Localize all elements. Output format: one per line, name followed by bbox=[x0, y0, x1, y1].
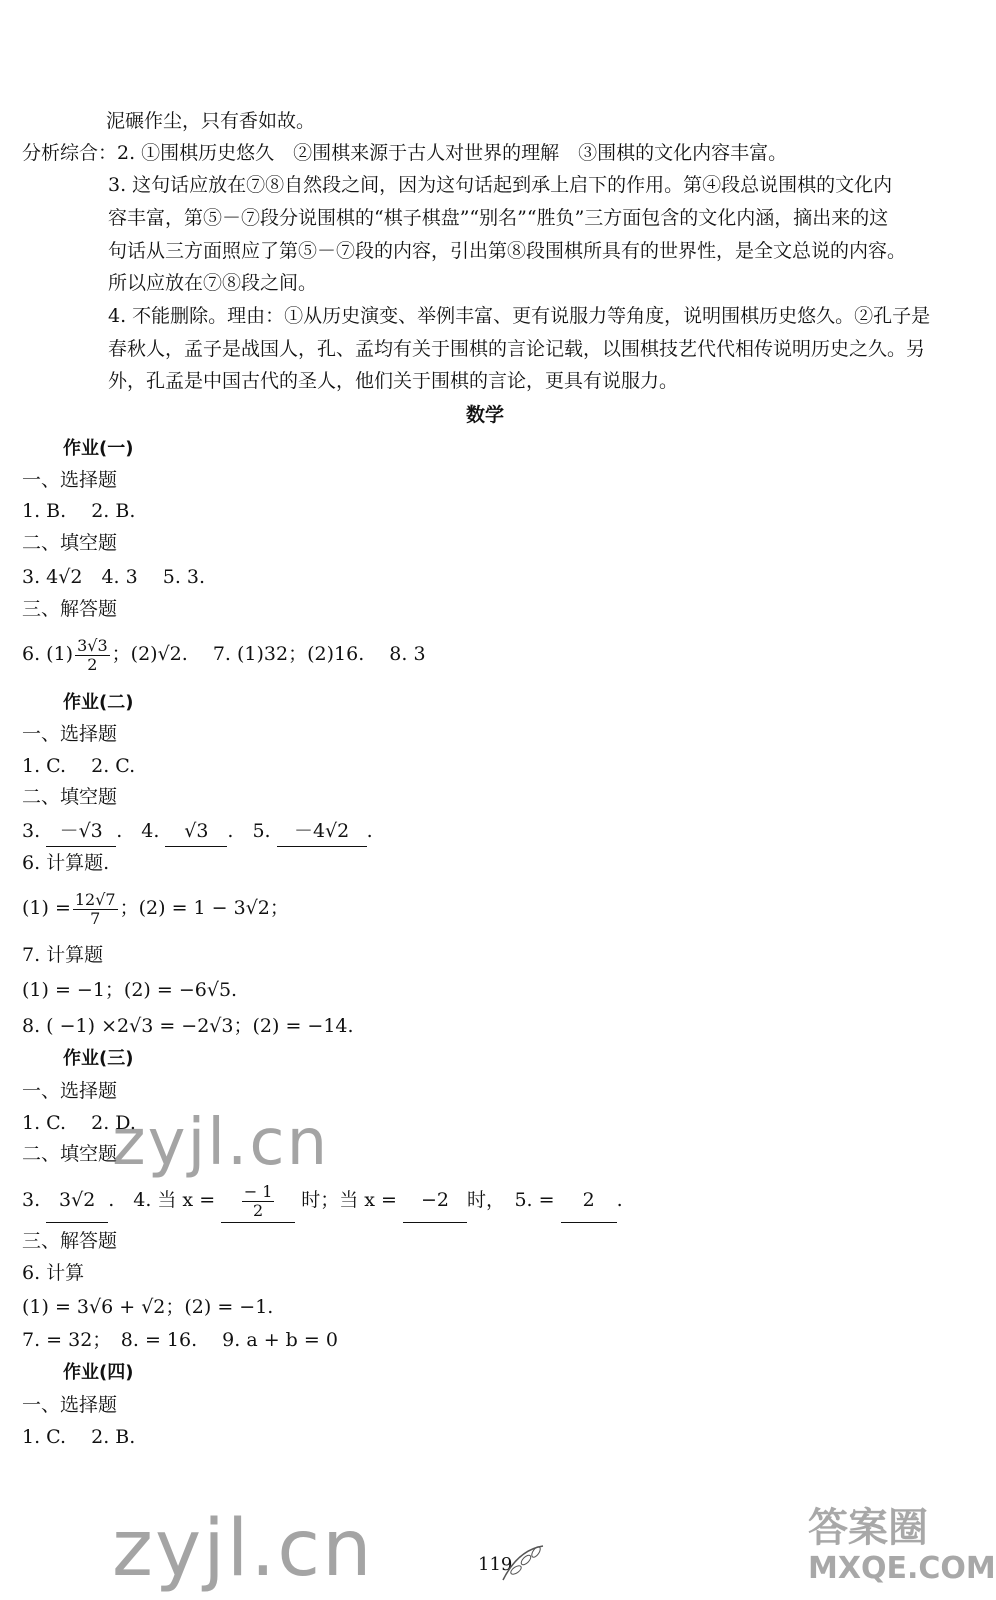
hw1-title: 作业(一) bbox=[63, 438, 134, 459]
hw1-fill-a3: 3. 4 bbox=[22, 566, 59, 588]
hw2-title: 作业(二) bbox=[63, 692, 134, 713]
hw2-section-calc2: 7. 计算题 bbox=[22, 944, 104, 966]
hw3-calc-label: 6. 计算 bbox=[22, 1262, 85, 1284]
hw4-choice-answers: 1. C. 2. B. bbox=[22, 1426, 136, 1448]
fraction-denominator: 2 bbox=[87, 654, 98, 674]
page-decoration-icon bbox=[498, 1540, 548, 1588]
hw2-fill-blank-4: √3 bbox=[165, 816, 227, 847]
hw1-section-choice: 一、选择题 bbox=[22, 469, 118, 491]
hw3-fill-blank-4 bbox=[221, 1178, 295, 1223]
hw2-calc-fraction bbox=[73, 891, 118, 928]
math-section-title: 数学 bbox=[466, 404, 505, 426]
hw4-section-choice: 一、选择题 bbox=[22, 1394, 118, 1416]
hw2-fill-q3: 3. bbox=[22, 820, 41, 842]
hw1-solve-rest: ；(2)√2. 7. (1)32；(2)16. 8. 3 bbox=[111, 643, 426, 665]
hw3-fill-fraction bbox=[242, 1183, 275, 1220]
hw3-fill-blank-5: 2 bbox=[561, 1178, 617, 1223]
hw3-fill-q4: . 4. 当 x = bbox=[108, 1189, 216, 1211]
hw2-fill-q4: . 4. bbox=[116, 820, 160, 842]
hw1-solve-fraction bbox=[75, 637, 110, 674]
hw1-choice-answers: 1. B. 2. B. bbox=[22, 500, 136, 522]
hw3-fill-blank-3: 3√2 bbox=[46, 1178, 108, 1223]
hw2-section-choice: 一、选择题 bbox=[22, 723, 118, 745]
hw3-title: 作业(三) bbox=[63, 1048, 134, 1069]
fraction-numerator: 12√7 bbox=[74, 889, 116, 909]
answer-q4-line1: 4. 不能删除。理由：①从历史演变、举例丰富、更有说服力等角度，说明围棋历史悠久。②孔子是 bbox=[108, 305, 931, 327]
hw2-fill-end: . bbox=[366, 820, 373, 842]
hw3-calc-answers: (1) = 3√6 + √2；(2) = −1. bbox=[22, 1296, 274, 1318]
answer-q3-line3: 句话从三方面照应了第⑤－⑦段的内容，引出第⑧段围棋所具有的世界性，是全文总说的内容。 bbox=[108, 240, 907, 262]
hw3-more-answers: 7. = 32； 8. = 16. 9. a + b = 0 bbox=[22, 1329, 338, 1351]
hw1-section-fill: 二、填空题 bbox=[22, 532, 118, 554]
answer-q2: 2. ①围棋历史悠久 ②围棋来源于古人对世界的理解 ③围棋的文化内容丰富。 bbox=[117, 142, 788, 164]
hw1-solve-q6: 6. (1) bbox=[22, 643, 74, 665]
fraction-numerator: 3√3 bbox=[77, 635, 108, 655]
answer-q3-line1: 3. 这句话应放在⑦⑧自然段之间，因为这句话起到承上启下的作用。第④段总说围棋的文化内 bbox=[108, 174, 893, 196]
hw1-solve-answers bbox=[22, 632, 426, 676]
hw2-fill-blank-5: －4√2 bbox=[277, 816, 367, 847]
page-number: 119 bbox=[478, 1554, 513, 1575]
hw3-fill-q4b: 时；当 x = bbox=[301, 1189, 397, 1211]
hw3-fill-end: . bbox=[616, 1189, 623, 1211]
hw2-calc2-answers: (1) = −1；(2) = −6√5. bbox=[22, 979, 238, 1001]
hw2-fill-blank-3: －√3 bbox=[46, 816, 116, 847]
hw3-fill-q3: 3. bbox=[22, 1189, 41, 1211]
watermark-bottom: zyjl.cn bbox=[112, 1504, 374, 1594]
hw1-fill-answers bbox=[22, 562, 205, 592]
watermark-mid: zyjl.cn bbox=[112, 1106, 330, 1180]
answer-q4-line3: 外，孔孟是中国古代的圣人，他们关于围棋的言论，更具有说服力。 bbox=[108, 370, 679, 392]
hw3-fill-answers bbox=[22, 1178, 623, 1223]
hw2-fill-answers bbox=[22, 816, 373, 847]
hw2-section-calc: 6. 计算题. bbox=[22, 852, 110, 874]
answer-q3-line4: 所以应放在⑦⑧段之间。 bbox=[108, 272, 318, 294]
hw3-section-solve: 三、解答题 bbox=[22, 1230, 118, 1252]
fraction-numerator: − 1 bbox=[243, 1181, 273, 1201]
hw2-section-fill: 二、填空题 bbox=[22, 786, 118, 808]
hw3-section-fill: 二、填空题 bbox=[22, 1143, 118, 1165]
answer-q4-line2: 春秋人，孟子是战国人，孔、孟均有关于围棋的言论记载，以围棋技艺代代相传说明历史之久。另 bbox=[108, 338, 926, 360]
analysis-label bbox=[22, 138, 787, 168]
fraction-denominator: 2 bbox=[253, 1200, 264, 1220]
hw3-fill-blank-4b: −2 bbox=[403, 1178, 467, 1223]
hw3-section-choice: 一、选择题 bbox=[22, 1080, 118, 1102]
hw2-choice-answers: 1. C. 2. C. bbox=[22, 755, 136, 777]
watermark-logo-top: 答案圈 bbox=[808, 1505, 928, 1551]
essay-line: 泥碾作尘，只有香如故。 bbox=[106, 110, 316, 132]
fraction-denominator: 7 bbox=[90, 908, 101, 928]
hw3-fill-q5: 时， 5. = bbox=[466, 1189, 555, 1211]
watermark-logo-bottom: MXQE.COM bbox=[808, 1551, 996, 1586]
hw1-fill-rest: 4. 3 5. 3. bbox=[82, 566, 206, 588]
answer-q3-line2: 容丰富，第⑤－⑦段分说围棋的“棋子棋盘”“别名”“胜负”三方面包含的文化内涵，摘出来的这 bbox=[108, 207, 889, 229]
hw1-section-solve: 三、解答题 bbox=[22, 598, 118, 620]
hw2-calc-part2: ；(2) = 1 − 3√2； bbox=[119, 897, 289, 919]
hw2-calc-part1: (1) = bbox=[22, 897, 71, 919]
analysis-label-text: 分析综合： bbox=[22, 142, 118, 164]
hw4-title: 作业(四) bbox=[63, 1362, 134, 1383]
hw2-q8-answer: 8. ( −1) ×2√3 = −2√3；(2) = −14. bbox=[22, 1015, 354, 1037]
hw3-choice-answers: 1. C. 2. D. bbox=[22, 1112, 136, 1134]
hw2-fill-q5: . 5. bbox=[227, 820, 271, 842]
hw2-calc-answers bbox=[22, 886, 289, 930]
hw1-fill-a3-sqrt: √2 bbox=[58, 566, 83, 588]
